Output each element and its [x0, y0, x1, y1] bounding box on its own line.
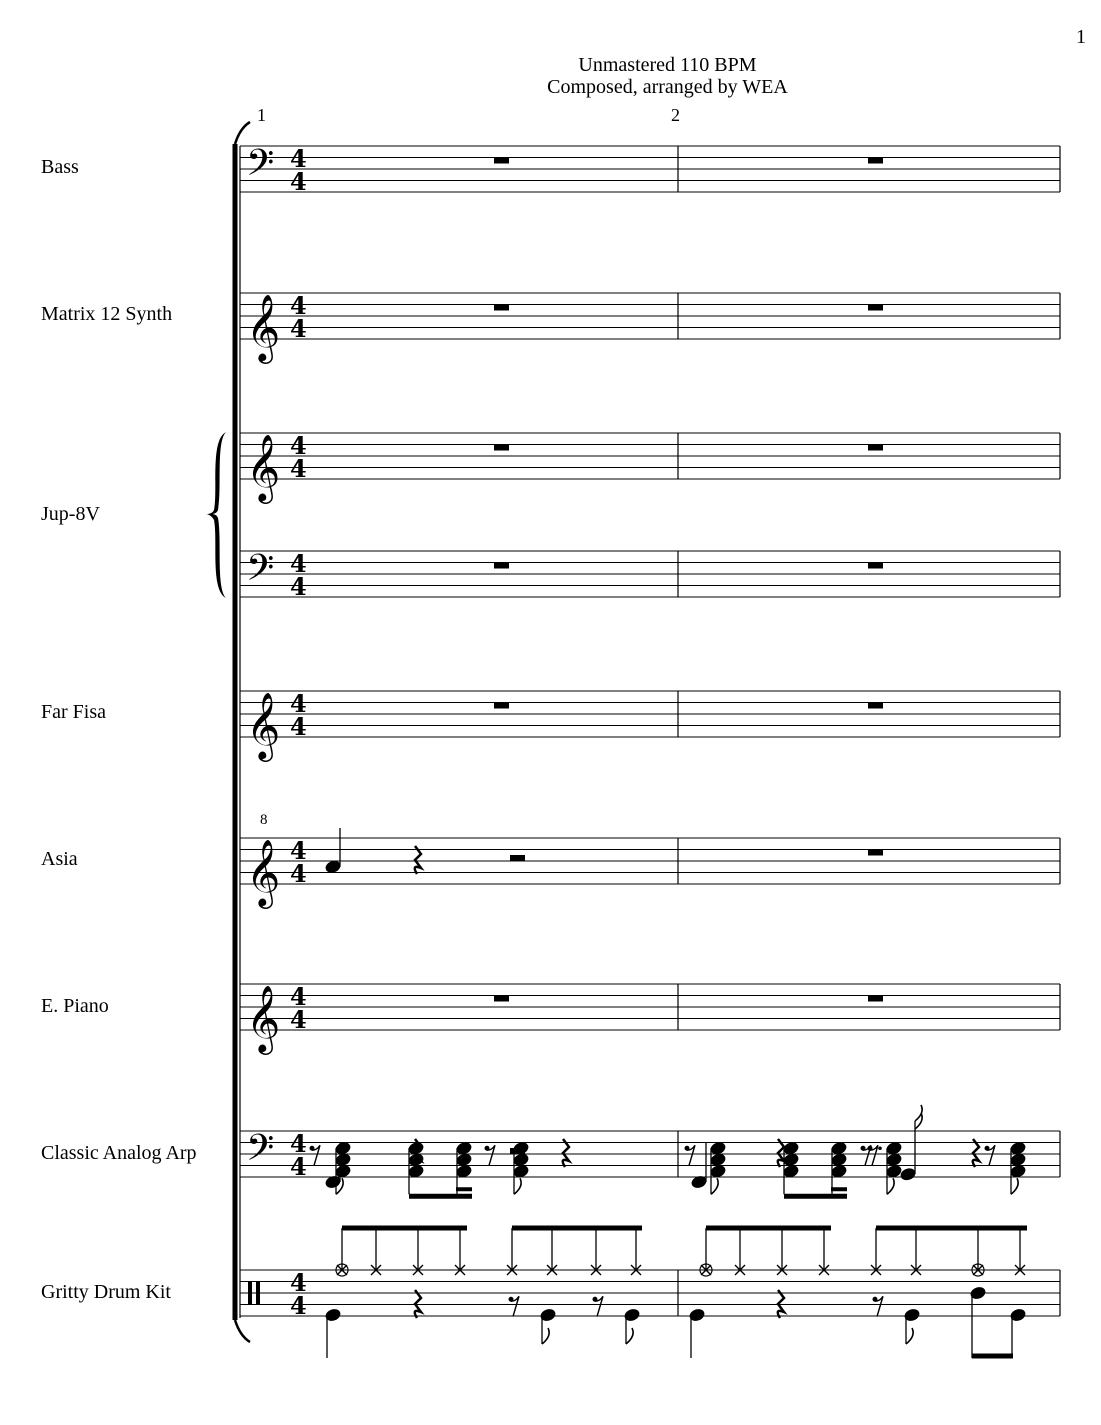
beam — [972, 1354, 1013, 1359]
notehead — [513, 1153, 530, 1167]
flag — [887, 1178, 894, 1194]
time-signature-bottom: 4 — [290, 454, 307, 483]
notehead — [1010, 1141, 1027, 1155]
whole-rest — [868, 996, 883, 1002]
notehead — [886, 1164, 903, 1178]
staves — [240, 142, 1060, 1359]
staff-7 — [240, 1127, 1060, 1199]
notehead — [783, 1153, 800, 1167]
whole-rest — [868, 703, 883, 709]
staff-5 — [240, 812, 1060, 909]
whole-rest — [494, 703, 509, 709]
time-signature-bottom: 4 — [290, 314, 307, 343]
half-rest — [510, 1148, 525, 1154]
bass-clef-icon: 𝄢 — [246, 1127, 275, 1178]
time-signature-top: 4 — [290, 144, 307, 173]
notehead — [335, 1164, 352, 1178]
quarter-rest — [415, 846, 421, 874]
flag — [1011, 1178, 1018, 1194]
treble-clef-icon: 𝄞 — [246, 984, 281, 1052]
notehead — [1010, 1153, 1027, 1167]
notehead — [456, 1141, 473, 1155]
beam — [409, 1194, 472, 1199]
notehead — [456, 1164, 473, 1178]
flag — [711, 1178, 718, 1194]
time-signature-top: 4 — [290, 982, 307, 1011]
score-credits: Composed, arranged by WEA — [547, 76, 788, 98]
notehead — [783, 1141, 800, 1155]
time-signature-top: 4 — [290, 291, 307, 320]
quarter-rest — [563, 1139, 569, 1167]
instrument-label-gritty-drum-kit: Gritty Drum Kit — [41, 1281, 171, 1303]
notehead — [710, 1141, 727, 1155]
notehead — [886, 1153, 903, 1167]
notehead — [710, 1153, 727, 1167]
measure-number-1: 1 — [257, 105, 266, 125]
ottava-marking: 8 — [260, 812, 268, 828]
time-signature-bottom: 4 — [290, 572, 307, 601]
notehead — [710, 1164, 727, 1178]
beam — [784, 1194, 847, 1199]
notehead — [1010, 1164, 1027, 1178]
time-signature-bottom: 4 — [290, 859, 307, 888]
score-title: Unmastered 110 BPM — [578, 54, 757, 76]
percussion-clef-icon — [248, 1282, 252, 1305]
drum-kit-notes — [325, 1226, 1027, 1359]
time-signature-bottom: 4 — [290, 712, 307, 741]
treble-clef-icon: 𝄞 — [246, 838, 281, 906]
instrument-label-classic-analog-arp: Classic Analog Arp — [41, 1142, 197, 1164]
flag — [626, 1328, 633, 1344]
time-signature-bottom: 4 — [290, 167, 307, 196]
time-signature-bottom: 4 — [290, 1152, 307, 1181]
notehead — [456, 1153, 473, 1167]
whole-rest — [868, 158, 883, 164]
instrument-label-jup-8v: Jup-8V — [41, 503, 100, 525]
instrument-label-matrix-12-synth: Matrix 12 Synth — [41, 303, 173, 325]
notehead — [513, 1164, 530, 1178]
page-number: 1 — [1076, 26, 1086, 48]
staff-3 — [240, 547, 1060, 601]
notehead — [335, 1153, 352, 1167]
notehead — [831, 1141, 848, 1155]
time-signature-top: 4 — [290, 1268, 307, 1297]
grand-staff-brace — [206, 432, 226, 598]
whole-rest — [494, 305, 509, 311]
time-signature-top: 4 — [290, 549, 307, 578]
flag — [514, 1178, 521, 1194]
beam — [831, 1187, 847, 1191]
time-signature-top: 4 — [290, 431, 307, 460]
staff-1 — [240, 291, 1060, 364]
whole-rest — [868, 445, 883, 451]
treble-clef-icon: 𝄞 — [246, 293, 281, 361]
quarter-rest — [973, 1139, 979, 1167]
staff-4 — [240, 689, 1060, 762]
dot — [878, 1146, 882, 1150]
quarter-rest — [778, 1139, 784, 1167]
beam — [706, 1226, 831, 1231]
treble-clef-icon: 𝄞 — [246, 433, 281, 501]
time-signature-bottom: 4 — [290, 1291, 307, 1320]
instrument-label-asia: Asia — [41, 848, 78, 870]
staff-0 — [240, 142, 1060, 196]
bass-clef-icon: 𝄢 — [246, 547, 275, 598]
whole-rest — [494, 996, 509, 1002]
notehead — [900, 1167, 917, 1181]
notehead — [831, 1153, 848, 1167]
instrument-label-bass: Bass — [41, 156, 79, 178]
instrument-label-e-piano: E. Piano — [41, 995, 109, 1017]
notehead — [325, 860, 342, 874]
whole-rest — [868, 305, 883, 311]
percussion-clef-icon — [256, 1282, 260, 1305]
time-signature-top: 4 — [290, 1129, 307, 1158]
notehead — [783, 1164, 800, 1178]
whole-rest — [494, 563, 509, 569]
whole-rest — [868, 850, 883, 856]
whole-rest — [494, 445, 509, 451]
notehead — [335, 1141, 352, 1155]
whole-rest — [868, 563, 883, 569]
flag — [906, 1328, 913, 1344]
time-signature-top: 4 — [290, 836, 307, 865]
treble-clef-icon: 𝄞 — [246, 691, 281, 759]
notehead — [831, 1164, 848, 1178]
measure-number-2: 2 — [671, 105, 680, 125]
beam — [456, 1187, 472, 1191]
beam — [342, 1226, 467, 1231]
time-signature-top: 4 — [290, 689, 307, 718]
instrument-label-far-fisa: Far Fisa — [41, 701, 106, 723]
staff-2 — [240, 431, 1060, 504]
bass-clef-icon: 𝄢 — [246, 142, 275, 193]
flag — [542, 1328, 549, 1344]
beam — [876, 1226, 1027, 1231]
half-rest — [510, 855, 525, 861]
staff-6 — [240, 982, 1060, 1055]
whole-rest — [494, 158, 509, 164]
beam — [512, 1226, 642, 1231]
time-signature-bottom: 4 — [290, 1005, 307, 1034]
notehead — [886, 1141, 903, 1155]
staff-8 — [240, 1268, 1060, 1320]
